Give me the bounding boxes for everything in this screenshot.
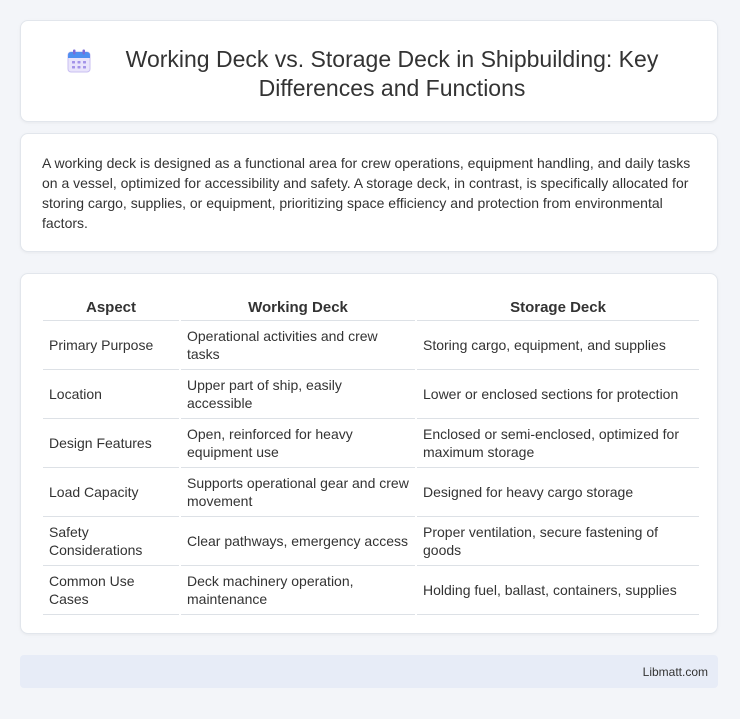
column-header-storage-deck: Storage Deck (416, 296, 699, 321)
table-cell-working-deck: Clear pathways, emergency access (180, 517, 416, 566)
table-row (43, 517, 699, 566)
page-title: Working Deck vs. Storage Deck in Shipbuilding: Key Differences and Functions (125, 46, 659, 101)
table-row (43, 370, 699, 419)
table-cell-storage-deck: Designed for heavy cargo storage (416, 468, 699, 517)
table-cell-storage-deck: Proper ventilation, secure fastening of goods (416, 517, 699, 566)
table-cell-aspect: Primary Purpose (43, 321, 180, 370)
table-cell-working-deck: Supports operational gear and crew movement (180, 468, 416, 517)
table-cell-aspect: Load Capacity (43, 468, 180, 517)
table-cell-storage-deck: Holding fuel, ballast, containers, supplies (416, 566, 699, 615)
comparison-table (43, 296, 699, 615)
table-cell-working-deck: Deck machinery operation, maintenance (180, 566, 416, 615)
table-cell-storage-deck: Lower or enclosed sections for protection (416, 370, 699, 419)
table-row (43, 321, 699, 370)
table-cell-aspect: Common Use Cases (43, 566, 180, 615)
table-cell-aspect: Safety Considerations (43, 517, 180, 566)
intro-card (20, 133, 718, 252)
title-card (20, 20, 718, 122)
table-row (43, 566, 699, 615)
table-header-row (43, 296, 699, 321)
footer-brand[interactable]: Libmatt.com (642, 665, 708, 679)
footer (20, 655, 718, 688)
table-row (43, 419, 699, 468)
table-cell-aspect: Design Features (43, 419, 180, 468)
intro-paragraph: A working deck is designed as a functional area for crew operations, equipment handling, and daily tasks on a vessel, optimized for accessibility and safety. A storage deck, in contrast, is specifically allocated for storing cargo, supplies, or equipment, prioritizing space efficiency and protection from environmental factors. (42, 155, 691, 231)
calendar-icon (66, 48, 92, 74)
comparison-card (20, 273, 718, 634)
column-header-aspect: Aspect (43, 296, 180, 321)
table-cell-working-deck: Upper part of ship, easily accessible (180, 370, 416, 419)
table-cell-storage-deck: Storing cargo, equipment, and supplies (416, 321, 699, 370)
table-cell-aspect: Location (43, 370, 180, 419)
column-header-working-deck: Working Deck (180, 296, 416, 321)
table-row (43, 468, 699, 517)
table-cell-working-deck: Open, reinforced for heavy equipment use (180, 419, 416, 468)
table-cell-working-deck: Operational activities and crew tasks (180, 321, 416, 370)
table-cell-storage-deck: Enclosed or semi-enclosed, optimized for maximum storage (416, 419, 699, 468)
